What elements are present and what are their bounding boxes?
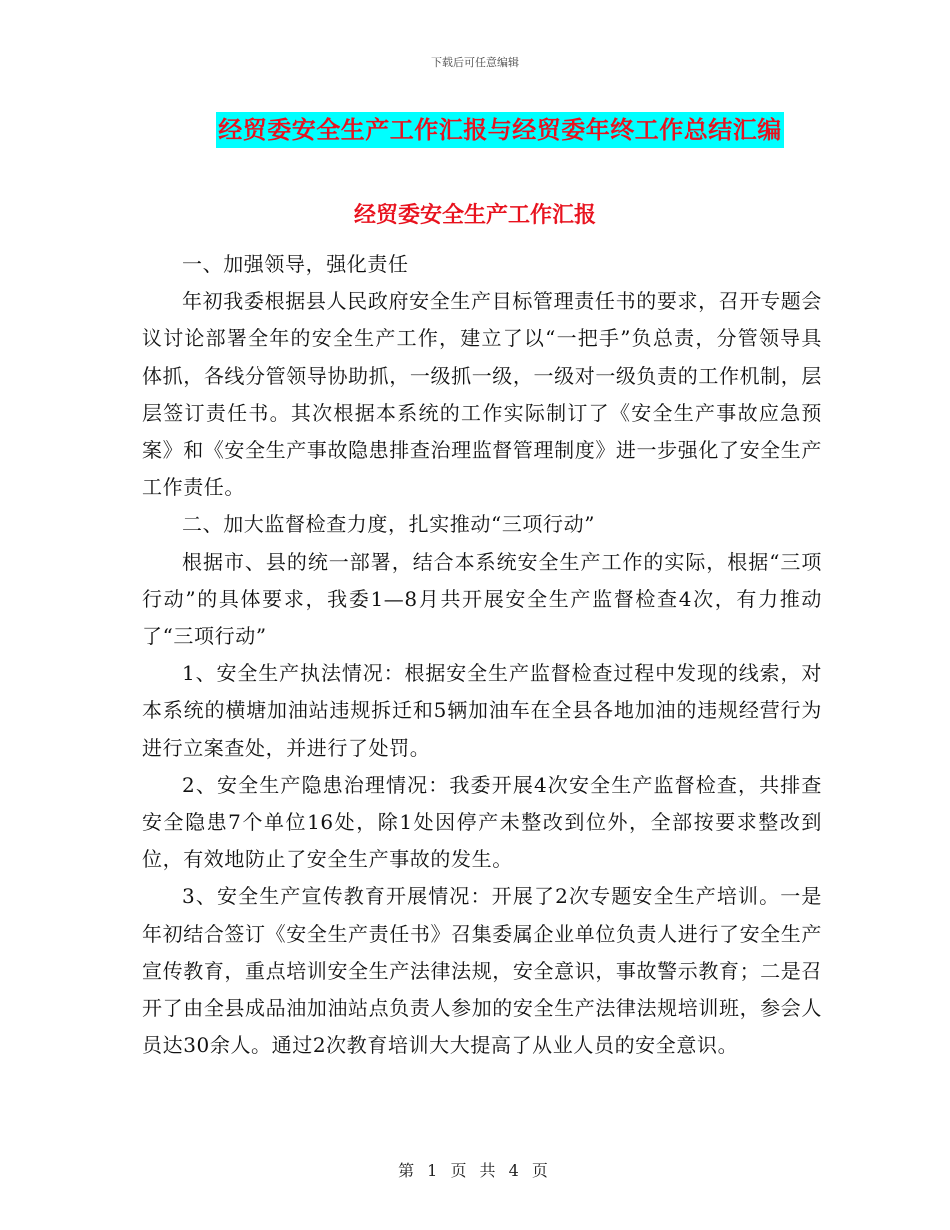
item-2: 2、安全生产隐患治理情况：我委开展4次安全生产监督检查，共排查安全隐患7个单位16处，除1处因停产未整改到位外，全部按要求整改到位，有效地防止了安全生产事故的发生。 (142, 772, 822, 872)
heading-2: 二、加大监督检查力度，扎实推动“三项行动” (182, 512, 596, 537)
paragraph-1: 年初我委根据县人民政府安全生产目标管理责任书的要求，召开专题会议讨论部署全年的安全生产工作，建立了以“一把手”负总责，分管领导具体抓，各线分管领导协助抓，一级抓一级，一级对一级负责的工作机制，层层签订责任书。其次根据本系统的工作实际制订了《安全生产事故应急预案》和《安全生产事故隐患排查治理监督管理制度》进一步强化了安全生产工作责任。 (142, 289, 822, 500)
paragraph-2: 根据市、县的统一部署，结合本系统安全生产工作的实际，根据“三项行动”的具体要求，我委1—8月共开展安全生产监督检查4次，有力推动了“三项行动” (142, 549, 822, 649)
main-title-wrap (0, 112, 950, 148)
main-title: 经贸委安全生产工作汇报与经贸委年终工作总结汇编 (216, 112, 784, 148)
section-title: 经贸委安全生产工作汇报 (353, 203, 596, 228)
page-footer: 第 1 页 共 4 页 (398, 1161, 552, 1180)
item-3: 3、安全生产宣传教育开展情况：开展了2次专题安全生产培训。一是年初结合签订《安全生产责任书》召集委属企业单位负责人进行了安全生产宣传教育，重点培训安全生产法律法规，安全意识，事故警示教育；二是召开了由全县成品油加油站点负责人参加的安全生产法律法规培训班，参会人员达30余人。通过2次教育培训大大提高了从业人员的安全意识。 (142, 884, 822, 1058)
header-note: 下载后可任意编辑 (431, 56, 519, 69)
heading-1: 一、加强领导，强化责任 (182, 252, 409, 276)
document-body (142, 246, 822, 1064)
item-1: 1、安全生产执法情况：根据安全生产监督检查过程中发现的线索，对本系统的横塘加油站违规拆迁和5辆加油车在全县各地加油的违规经营行为进行立案查处，并进行了处罚。 (142, 661, 822, 760)
